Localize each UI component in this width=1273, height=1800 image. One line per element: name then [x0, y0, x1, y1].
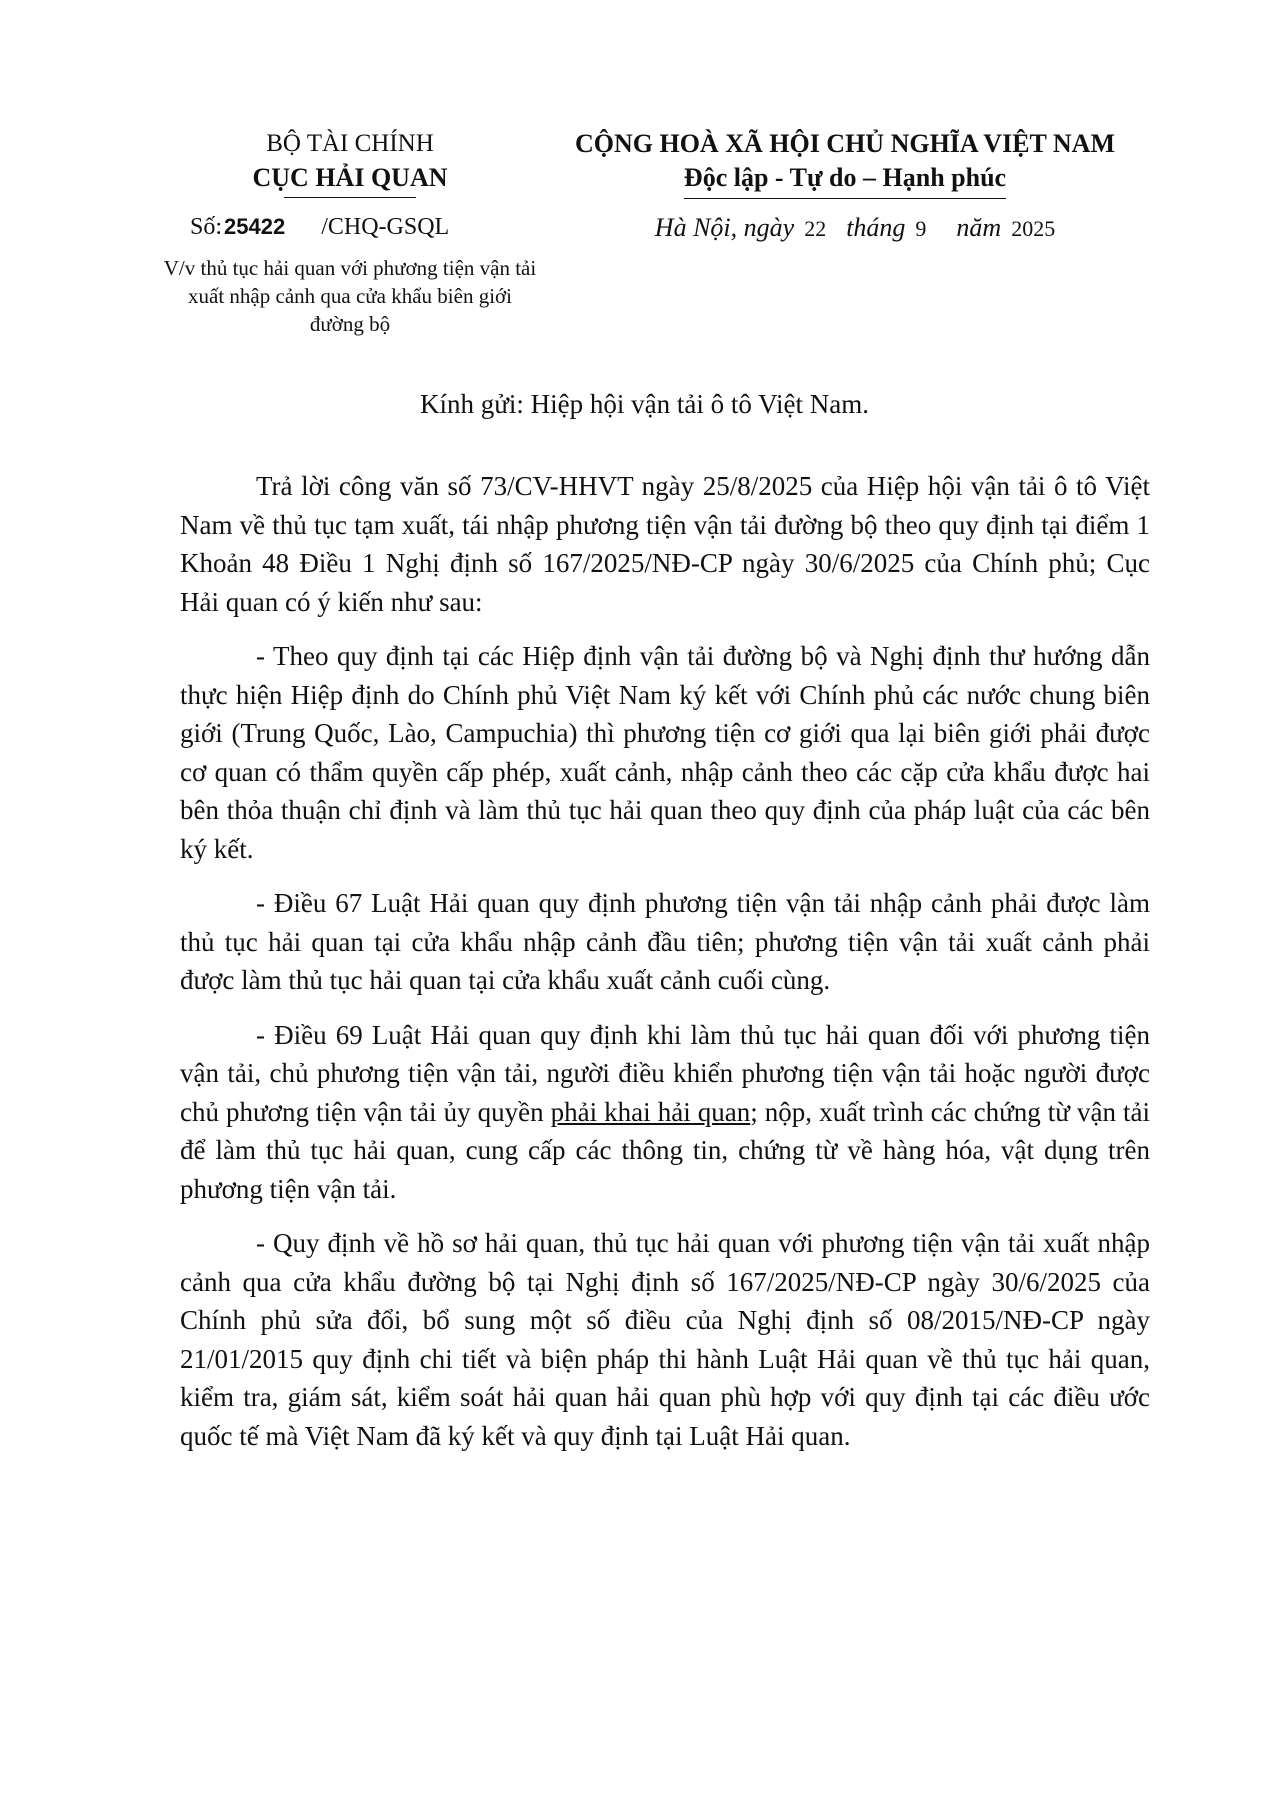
date-month: 9 [915, 216, 927, 241]
doc-number: 25422 [224, 214, 286, 239]
issuing-agency-block [160, 127, 540, 338]
doc-number-prefix: Số: [190, 214, 223, 240]
agency-underline [284, 197, 416, 198]
body-paragraph-4-start: - Điều 69 Luật Hải quan quy định khi làm thủ tục hải quan đối với phương tiện vận tải, chủ phương tiện vận tải, người điều khiển phương tiện vận tải hoặc người được chủ phương tiện vận tải ủy quyền [180, 1019, 1150, 1127]
doc-number-suffix: /CHQ-GSQL [321, 214, 450, 240]
body-paragraph-1: Trả lời công văn số 73/CV-HHVT ngày 25/8/2025 của Hiệp hội vận tải ô tô Việt Nam về thủ tục tạm xuất, tái nhập phương tiện vận tải đường bộ theo quy định tại điểm 1 Khoản 48 Điều 1 Nghị định số 167/2025/NĐ-CP ngày 30/6/2025 của Chính phủ; Cục Hải quan có ý kiến như sau: [180, 471, 1150, 617]
document-subject: V/v thủ tục hải quan với phương tiện vận tải xuất nhập cảnh qua cửa khẩu biên giới đường bộ [163, 256, 537, 336]
ministry-name: BỘ TÀI CHÍNH [266, 130, 434, 157]
date-day: 22 [804, 216, 827, 241]
date-year-label: năm [956, 213, 1002, 242]
date-month-label: tháng [846, 213, 906, 242]
place-and-date [545, 211, 1145, 246]
body-paragraph-3: - Điều 67 Luật Hải quan quy định phương tiện vận tải nhập cảnh phải được làm thủ tục hải quan tại cửa khẩu nhập cảnh đầu tiên; phương tiện vận tải xuất cảnh phải được làm thủ tục hải quan tại cửa khẩu xuất cảnh cuối cùng. [180, 888, 1150, 995]
national-heading-block [545, 127, 1145, 246]
underlined-phrase: phải khai hải quan [550, 1096, 751, 1127]
agency-name: CỤC HẢI QUAN [252, 163, 448, 192]
recipient-line: Kính gửi: Hiệp hội vận tải ô tô Việt Nam. [420, 389, 869, 419]
body-paragraph-5: - Quy định về hồ sơ hải quan, thủ tục hải quan với phương tiện vận tải xuất nhập cảnh qua cửa khẩu đường bộ tại Nghị định số 167/2025/NĐ-CP ngày 30/6/2025 của Chính phủ sửa đổi, bổ sung một số điều của Nghị định số 08/2015/NĐ-CP ngày 21/01/2015 quy định chi tiết và biện pháp thi hành Luật Hải quan về thủ tục hải quan, kiểm tra, giám sát, kiểm soát hải quan hải quan phù hợp với quy định tại các điều ước quốc tế mà Việt Nam đã ký kết và quy định tại Luật Hải quan. [180, 1228, 1150, 1451]
national-motto: Độc lập - Tự do – Hạnh phúc [684, 161, 1006, 199]
letter-body [180, 467, 1150, 1471]
date-place: Hà Nội, ngày [654, 213, 795, 242]
date-year: 2025 [1011, 216, 1056, 241]
document-number-line [160, 210, 540, 244]
body-paragraph-4-end: ; nộp, xuất trình các chứng từ vận tải để làm thủ tục hải quan, cung cấp các thông tin, chứng từ về hàng hóa, vật dụng trên phương tiện vận tải. [180, 1096, 1150, 1204]
nation-name: CỘNG HOÀ XÃ HỘI CHỦ NGHĨA VIỆT NAM [574, 129, 1116, 158]
body-paragraph-4 [180, 1016, 1150, 1209]
body-paragraph-2: - Theo quy định tại các Hiệp định vận tải đường bộ và Nghị định thư hướng dẫn thực hiện Hiệp định do Chính phủ Việt Nam ký kết với Chính phủ các nước chung biên giới (Trung Quốc, Lào, Campuchia) thì phương tiện cơ giới qua lại biên giới phải được cơ quan có thẩm quyền cấp phép, xuất cảnh, nhập cảnh theo các cặp cửa khẩu được hai bên thỏa thuận chỉ định và làm thủ tục hải quan theo quy định của pháp luật của các bên ký kết. [180, 641, 1150, 864]
